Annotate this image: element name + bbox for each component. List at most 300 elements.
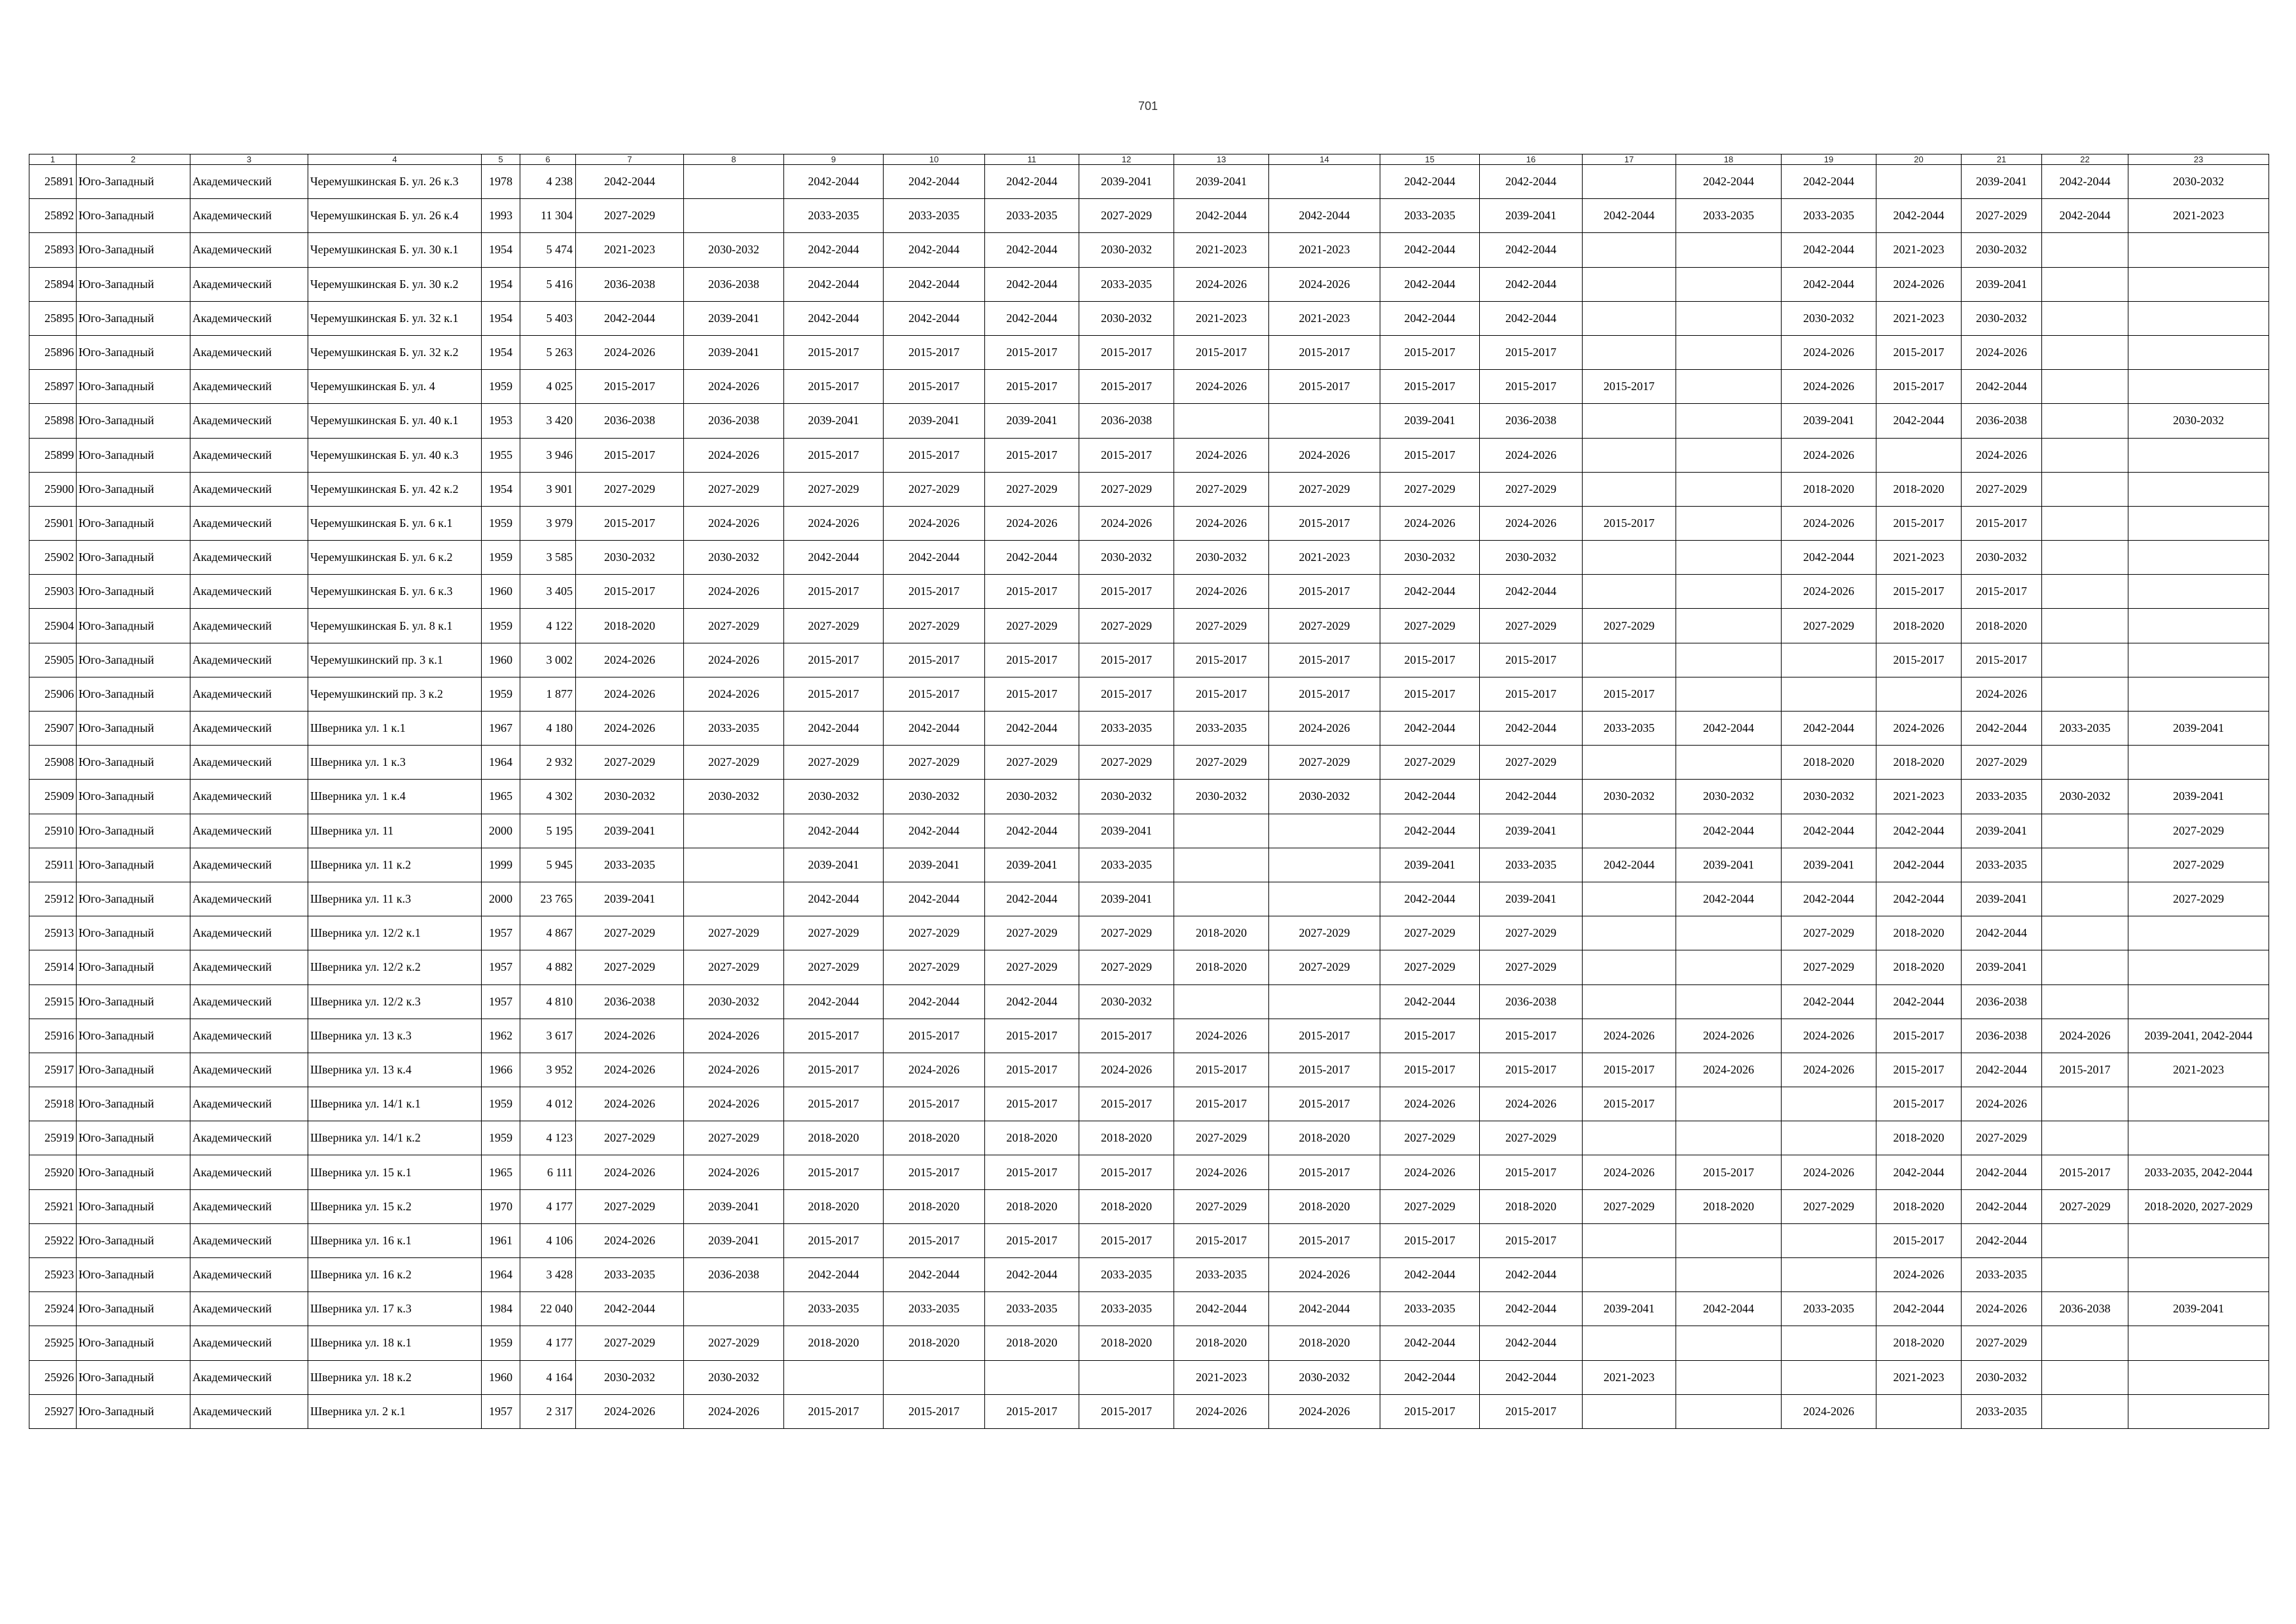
period-cell: 2027-2029 (1269, 950, 1380, 984)
area-cell: 3 617 (520, 1019, 576, 1053)
period-cell: 2018-2020 (1962, 609, 2042, 643)
period-cell: 2033-2035 (1380, 1292, 1480, 1326)
period-cell (784, 1360, 884, 1394)
period-cell: 2018-2020 (1174, 1326, 1269, 1360)
period-cell: 2015-2017 (1174, 1223, 1269, 1257)
period-cell: 2021-2023 (1876, 1360, 1962, 1394)
period-cell: 2015-2017 (1079, 438, 1174, 472)
period-cell: 2042-2044 (884, 984, 985, 1019)
okrug-cell: Юго-Западный (77, 1087, 190, 1121)
period-cell: 2024-2026 (1174, 1394, 1269, 1428)
address-cell: Черемушкинская Б. ул. 40 к.1 (308, 404, 482, 438)
period-cell: 2042-2044 (985, 1258, 1079, 1292)
period-cell: 2036-2038 (2042, 1292, 2128, 1326)
period-cell: 2033-2035 (985, 199, 1079, 233)
record-id: 25926 (29, 1360, 77, 1394)
period-cell (1583, 1223, 1676, 1257)
period-cell: 2015-2017 (884, 438, 985, 472)
period-cell: 2042-2044 (1962, 1053, 2042, 1087)
address-cell: Черемушкинская Б. ул. 26 к.3 (308, 165, 482, 199)
period-cell: 2042-2044 (1676, 712, 1782, 746)
okrug-cell: Юго-Западный (77, 677, 190, 711)
okrug-cell: Юго-Западный (77, 233, 190, 267)
period-cell: 2036-2038 (1480, 404, 1583, 438)
period-cell: 2030-2032 (1962, 541, 2042, 575)
period-cell: 2015-2017 (1269, 1223, 1380, 1257)
period-cell (684, 199, 784, 233)
column-number: 4 (308, 154, 482, 165)
period-cell: 2015-2017 (985, 677, 1079, 711)
period-cell: 2024-2026 (1962, 335, 2042, 369)
period-cell: 2030-2032 (1079, 541, 1174, 575)
address-cell: Черемушкинская Б. ул. 42 к.2 (308, 472, 482, 506)
period-cell (1583, 575, 1676, 609)
period-cell: 2039-2041 (684, 335, 784, 369)
period-cell: 2015-2017 (576, 370, 684, 404)
column-number: 19 (1782, 154, 1876, 165)
period-cell: 2015-2017 (985, 1394, 1079, 1428)
period-cell: 2027-2029 (884, 472, 985, 506)
period-cell (1676, 301, 1782, 335)
period-cell: 2039-2041 (1480, 882, 1583, 916)
period-cell: 2018-2020 (884, 1326, 985, 1360)
period-cell: 2036-2038 (684, 267, 784, 301)
period-cell (1583, 882, 1676, 916)
address-cell: Шверника ул. 12/2 к.1 (308, 916, 482, 950)
period-cell: 2042-2044 (884, 267, 985, 301)
table-row (29, 1121, 2269, 1155)
period-cell (2042, 1121, 2128, 1155)
period-cell (1174, 882, 1269, 916)
period-cell (2042, 677, 2128, 711)
area-cell: 4 177 (520, 1326, 576, 1360)
period-cell: 2015-2017 (1079, 1087, 1174, 1121)
period-cell: 2039-2041 (1583, 1292, 1676, 1326)
period-cell (1174, 848, 1269, 882)
period-cell: 2027-2029 (1480, 609, 1583, 643)
period-cell: 2024-2026 (1782, 575, 1876, 609)
period-cell: 2015-2017 (985, 1223, 1079, 1257)
period-cell: 2024-2026 (1174, 1155, 1269, 1189)
year-cell: 1970 (482, 1189, 520, 1223)
period-cell: 2033-2035 (1782, 199, 1876, 233)
period-cell (1782, 1087, 1876, 1121)
period-cell: 2015-2017 (1876, 1087, 1962, 1121)
period-cell: 2018-2020 (1876, 1121, 1962, 1155)
year-cell: 1954 (482, 472, 520, 506)
period-cell: 2015-2017 (1480, 1019, 1583, 1053)
period-cell: 2042-2044 (1480, 1326, 1583, 1360)
period-cell: 2027-2029 (1962, 1121, 2042, 1155)
period-cell: 2024-2026 (1782, 1394, 1876, 1428)
period-cell: 2027-2029 (1174, 746, 1269, 780)
record-id: 25902 (29, 541, 77, 575)
period-cell: 2036-2038 (576, 984, 684, 1019)
district-cell: Академический (190, 609, 308, 643)
period-cell: 2015-2017 (1876, 575, 1962, 609)
schedule-table (29, 154, 2269, 1429)
period-cell: 2036-2038 (1962, 404, 2042, 438)
period-cell (985, 1360, 1079, 1394)
period-cell: 2024-2026 (784, 506, 884, 540)
period-cell (1676, 916, 1782, 950)
period-cell: 2027-2029 (1174, 1189, 1269, 1223)
period-cell (684, 1292, 784, 1326)
period-cell: 2042-2044 (1380, 267, 1480, 301)
period-cell: 2042-2044 (784, 712, 884, 746)
record-id: 25896 (29, 335, 77, 369)
address-cell: Черемушкинская Б. ул. 6 к.3 (308, 575, 482, 609)
period-cell: 2042-2044 (784, 267, 884, 301)
table-row (29, 506, 2269, 540)
table-body (29, 165, 2269, 1429)
period-cell: 2030-2032 (2042, 780, 2128, 814)
period-cell: 2027-2029 (1782, 916, 1876, 950)
period-cell: 2027-2029 (884, 916, 985, 950)
district-cell: Академический (190, 1087, 308, 1121)
district-cell: Академический (190, 301, 308, 335)
district-cell: Академический (190, 1121, 308, 1155)
period-cell: 2030-2032 (1962, 233, 2042, 267)
record-id: 25901 (29, 506, 77, 540)
okrug-cell: Юго-Западный (77, 712, 190, 746)
column-number: 15 (1380, 154, 1480, 165)
okrug-cell: Юго-Западный (77, 199, 190, 233)
period-cell (1676, 1223, 1782, 1257)
column-number: 21 (1962, 154, 2042, 165)
period-cell (1676, 746, 1782, 780)
period-cell: 2042-2044 (1876, 199, 1962, 233)
period-cell (1174, 984, 1269, 1019)
period-cell: 2015-2017 (1962, 506, 2042, 540)
period-cell: 2015-2017 (1174, 643, 1269, 677)
okrug-cell: Юго-Западный (77, 643, 190, 677)
district-cell: Академический (190, 541, 308, 575)
period-cell: 2024-2026 (1676, 1019, 1782, 1053)
okrug-cell: Юго-Западный (77, 916, 190, 950)
okrug-cell: Юго-Западный (77, 1394, 190, 1428)
period-cell: 2042-2044 (1876, 814, 1962, 848)
period-cell: 2042-2044 (985, 984, 1079, 1019)
period-cell: 2042-2044 (1480, 267, 1583, 301)
year-cell: 1960 (482, 575, 520, 609)
period-cell: 2024-2026 (2042, 1019, 2128, 1053)
period-cell: 2027-2029 (2128, 848, 2269, 882)
okrug-cell: Юго-Западный (77, 1155, 190, 1189)
period-cell: 2033-2035 (784, 1292, 884, 1326)
period-cell: 2027-2029 (1079, 950, 1174, 984)
period-cell (1676, 1087, 1782, 1121)
period-cell: 2030-2032 (1269, 1360, 1380, 1394)
period-cell: 2024-2026 (1269, 438, 1380, 472)
year-cell: 1959 (482, 609, 520, 643)
period-cell: 2015-2017 (1269, 506, 1380, 540)
period-cell: 2027-2029 (1380, 746, 1480, 780)
period-cell: 2042-2044 (985, 233, 1079, 267)
period-cell: 2030-2032 (2128, 404, 2269, 438)
address-cell: Черемушкинская Б. ул. 30 к.2 (308, 267, 482, 301)
period-cell: 2018-2020 (1876, 472, 1962, 506)
period-cell: 2018-2020 (1876, 609, 1962, 643)
period-cell: 2042-2044 (1876, 1292, 1962, 1326)
period-cell: 2030-2032 (1782, 301, 1876, 335)
table-row (29, 609, 2269, 643)
period-cell: 2024-2026 (1583, 1155, 1676, 1189)
period-cell: 2033-2035 (1480, 848, 1583, 882)
period-cell (684, 165, 784, 199)
district-cell: Академический (190, 677, 308, 711)
period-cell: 2039-2041 (784, 404, 884, 438)
period-cell: 2027-2029 (1782, 950, 1876, 984)
address-cell: Черемушкинская Б. ул. 30 к.1 (308, 233, 482, 267)
period-cell (2042, 335, 2128, 369)
district-cell: Академический (190, 1019, 308, 1053)
period-cell: 2030-2032 (1782, 780, 1876, 814)
period-cell: 2021-2023 (1876, 233, 1962, 267)
period-cell (2042, 1394, 2128, 1428)
period-cell: 2015-2017 (1583, 677, 1676, 711)
period-cell: 2033-2035 (1962, 848, 2042, 882)
period-cell (684, 848, 784, 882)
period-cell (1782, 1360, 1876, 1394)
period-cell: 2027-2029 (2128, 882, 2269, 916)
period-cell (1583, 1258, 1676, 1292)
area-cell: 4 122 (520, 609, 576, 643)
area-cell: 3 952 (520, 1053, 576, 1087)
table-row (29, 199, 2269, 233)
period-cell: 2015-2017 (1876, 370, 1962, 404)
column-number: 1 (29, 154, 77, 165)
period-cell: 2015-2017 (1079, 677, 1174, 711)
page-number: 701 (1138, 99, 1158, 113)
period-cell: 2030-2032 (576, 541, 684, 575)
period-cell: 2027-2029 (784, 950, 884, 984)
period-cell: 2030-2032 (1962, 1360, 2042, 1394)
period-cell: 2042-2044 (1380, 165, 1480, 199)
period-cell (2042, 814, 2128, 848)
table-row (29, 780, 2269, 814)
period-cell (2128, 984, 2269, 1019)
period-cell: 2015-2017 (1079, 335, 1174, 369)
period-cell: 2015-2017 (1269, 1053, 1380, 1087)
record-id: 25897 (29, 370, 77, 404)
period-cell: 2015-2017 (1380, 1019, 1480, 1053)
district-cell: Академический (190, 1053, 308, 1087)
period-cell (1676, 541, 1782, 575)
period-cell: 2030-2032 (684, 780, 784, 814)
table-row (29, 1360, 2269, 1394)
period-cell: 2042-2044 (1782, 165, 1876, 199)
record-id: 25903 (29, 575, 77, 609)
period-cell: 2033-2035 (1380, 199, 1480, 233)
period-cell (2128, 916, 2269, 950)
address-cell: Шверника ул. 12/2 к.2 (308, 950, 482, 984)
area-cell: 3 585 (520, 541, 576, 575)
area-cell: 5 416 (520, 267, 576, 301)
period-cell: 2033-2035 (1782, 1292, 1876, 1326)
year-cell: 1965 (482, 780, 520, 814)
period-cell: 2030-2032 (684, 541, 784, 575)
period-cell: 2042-2044 (784, 882, 884, 916)
period-cell (1782, 1258, 1876, 1292)
period-cell: 2015-2017 (985, 1087, 1079, 1121)
okrug-cell: Юго-Западный (77, 882, 190, 916)
period-cell: 2033-2035 (2042, 712, 2128, 746)
period-cell: 2027-2029 (576, 1121, 684, 1155)
period-cell: 2030-2032 (1079, 301, 1174, 335)
okrug-cell: Юго-Западный (77, 1223, 190, 1257)
period-cell (2042, 404, 2128, 438)
column-number: 11 (985, 154, 1079, 165)
period-cell: 2024-2026 (576, 643, 684, 677)
table-row (29, 438, 2269, 472)
period-cell: 2015-2017 (576, 438, 684, 472)
period-cell: 2027-2029 (985, 916, 1079, 950)
period-cell: 2018-2020 (985, 1326, 1079, 1360)
period-cell (1676, 609, 1782, 643)
period-cell: 2027-2029 (1583, 609, 1676, 643)
period-cell: 2027-2029 (784, 472, 884, 506)
year-cell: 1959 (482, 506, 520, 540)
period-cell: 2015-2017 (1079, 643, 1174, 677)
period-cell (2128, 1223, 2269, 1257)
period-cell: 2018-2020 (1676, 1189, 1782, 1223)
address-cell: Шверника ул. 12/2 к.3 (308, 984, 482, 1019)
period-cell: 2018-2020 (1876, 916, 1962, 950)
period-cell: 2030-2032 (684, 233, 784, 267)
year-cell: 1967 (482, 712, 520, 746)
column-number: 12 (1079, 154, 1174, 165)
year-cell: 1957 (482, 950, 520, 984)
period-cell: 2042-2044 (1380, 712, 1480, 746)
period-cell: 2039-2041 (884, 848, 985, 882)
district-cell: Академический (190, 335, 308, 369)
period-cell (2128, 1087, 2269, 1121)
period-cell (1676, 438, 1782, 472)
address-cell: Шверника ул. 11 к.2 (308, 848, 482, 882)
period-cell: 2042-2044 (1480, 712, 1583, 746)
record-id: 25900 (29, 472, 77, 506)
period-cell: 2033-2035 (884, 199, 985, 233)
record-id: 25893 (29, 233, 77, 267)
period-cell: 2027-2029 (1174, 472, 1269, 506)
period-cell (2128, 370, 2269, 404)
address-cell: Шверника ул. 16 к.1 (308, 1223, 482, 1257)
period-cell: 2027-2029 (985, 746, 1079, 780)
period-cell (1676, 1258, 1782, 1292)
record-id: 25907 (29, 712, 77, 746)
period-cell (2042, 1223, 2128, 1257)
period-cell: 2015-2017 (1583, 1053, 1676, 1087)
period-cell: 2024-2026 (684, 370, 784, 404)
period-cell: 2015-2017 (884, 1223, 985, 1257)
area-cell: 4 164 (520, 1360, 576, 1394)
period-cell: 2027-2029 (1380, 1189, 1480, 1223)
record-id: 25895 (29, 301, 77, 335)
period-cell: 2039-2041 (884, 404, 985, 438)
period-cell: 2015-2017 (1962, 643, 2042, 677)
period-cell: 2027-2029 (784, 746, 884, 780)
record-id: 25909 (29, 780, 77, 814)
period-cell: 2015-2017 (784, 370, 884, 404)
period-cell: 2033-2035 (1079, 267, 1174, 301)
record-id: 25918 (29, 1087, 77, 1121)
okrug-cell: Юго-Западный (77, 1189, 190, 1223)
period-cell: 2042-2044 (884, 1258, 985, 1292)
period-cell: 2015-2017 (1269, 1087, 1380, 1121)
period-cell: 2042-2044 (2042, 165, 2128, 199)
period-cell: 2015-2017 (1480, 643, 1583, 677)
address-cell: Черемушкинская Б. ул. 26 к.4 (308, 199, 482, 233)
period-cell: 2015-2017 (1876, 643, 1962, 677)
period-cell (1269, 814, 1380, 848)
period-cell: 2021-2023 (1876, 541, 1962, 575)
address-cell: Шверника ул. 1 к.3 (308, 746, 482, 780)
period-cell (1676, 335, 1782, 369)
area-cell: 5 195 (520, 814, 576, 848)
period-cell: 2039-2041 (576, 882, 684, 916)
year-cell: 1961 (482, 1223, 520, 1257)
year-cell: 2000 (482, 814, 520, 848)
period-cell: 2030-2032 (1174, 780, 1269, 814)
period-cell: 2015-2017 (1583, 1087, 1676, 1121)
period-cell: 2042-2044 (1782, 267, 1876, 301)
period-cell: 2024-2026 (1174, 267, 1269, 301)
period-cell: 2024-2026 (1876, 267, 1962, 301)
period-cell: 2027-2029 (684, 746, 784, 780)
period-cell: 2024-2026 (1782, 506, 1876, 540)
okrug-cell: Юго-Западный (77, 575, 190, 609)
period-cell: 2042-2044 (1583, 199, 1676, 233)
column-number: 16 (1480, 154, 1583, 165)
period-cell: 2018-2020 (1269, 1326, 1380, 1360)
period-cell: 2030-2032 (684, 984, 784, 1019)
period-cell (2042, 848, 2128, 882)
period-cell (1676, 370, 1782, 404)
period-cell: 2024-2026 (576, 712, 684, 746)
record-id: 25898 (29, 404, 77, 438)
year-cell: 1999 (482, 848, 520, 882)
period-cell: 2018-2020 (1876, 1326, 1962, 1360)
column-number: 17 (1583, 154, 1676, 165)
record-id: 25923 (29, 1258, 77, 1292)
period-cell: 2015-2017 (884, 370, 985, 404)
okrug-cell: Юго-Западный (77, 950, 190, 984)
period-cell: 2039-2041 (784, 848, 884, 882)
district-cell: Академический (190, 1360, 308, 1394)
table-row (29, 301, 2269, 335)
period-cell: 2015-2017 (784, 1394, 884, 1428)
period-cell: 2042-2044 (1676, 814, 1782, 848)
period-cell: 2024-2026 (1269, 1258, 1380, 1292)
year-cell: 1959 (482, 1087, 520, 1121)
period-cell: 2024-2026 (1269, 1394, 1380, 1428)
table-row (29, 950, 2269, 984)
table-row (29, 814, 2269, 848)
column-number: 5 (482, 154, 520, 165)
period-cell (2042, 506, 2128, 540)
period-cell: 2042-2044 (1480, 780, 1583, 814)
period-cell: 2033-2035 (576, 1258, 684, 1292)
period-cell: 2042-2044 (884, 712, 985, 746)
column-number: 13 (1174, 154, 1269, 165)
column-number: 6 (520, 154, 576, 165)
okrug-cell: Юго-Западный (77, 404, 190, 438)
period-cell (1676, 1360, 1782, 1394)
area-cell: 2 317 (520, 1394, 576, 1428)
period-cell (1676, 404, 1782, 438)
period-cell (2128, 541, 2269, 575)
